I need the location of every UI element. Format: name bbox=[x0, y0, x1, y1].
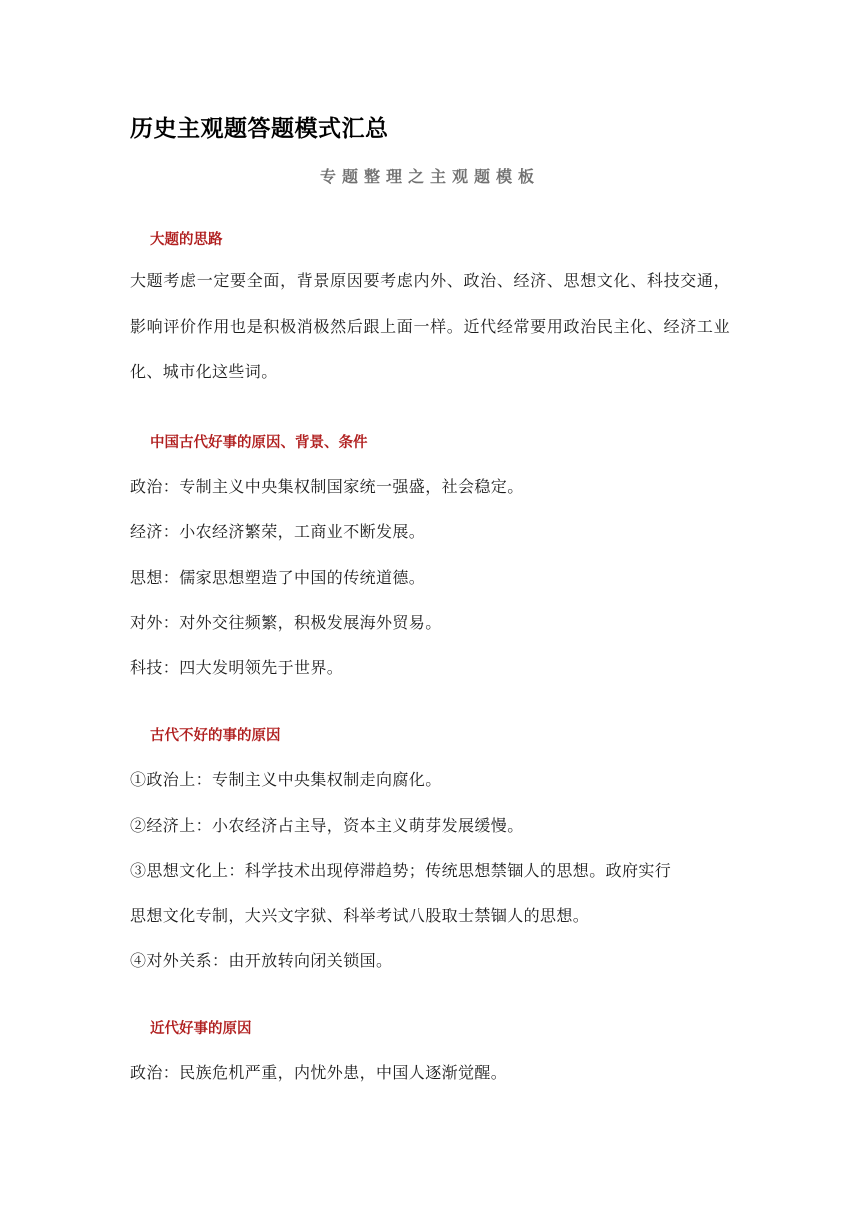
list-item: 政治：民族危机严重，内忧外患，中国人逐渐觉醒。 bbox=[130, 1063, 508, 1082]
list-item: 科技：四大发明领先于世界。 bbox=[130, 658, 344, 677]
list-item: 思想：儒家思想塑造了中国的传统道德。 bbox=[130, 568, 426, 587]
section-heading-approach: 大题的思路 bbox=[150, 232, 223, 248]
section-heading-ancient-bad: 古代不好的事的原因 bbox=[150, 728, 281, 744]
list-item: ②经济上：小农经济占主导，资本主义萌芽发展缓慢。 bbox=[130, 816, 524, 835]
list-item: 对外：对外交往频繁，积极发展海外贸易。 bbox=[130, 613, 442, 632]
section-heading-ancient-good: 中国古代好事的原因、背景、条件 bbox=[150, 435, 368, 451]
list-item: ①政治上：专制主义中央集权制走向腐化。 bbox=[130, 770, 442, 789]
page-subtitle: 专题整理之主观题模板 bbox=[319, 167, 540, 186]
section-heading-modern-good: 近代好事的原因 bbox=[150, 1021, 252, 1037]
list-item: 思想文化专制，大兴文字狱、科举考试八股取士禁锢人的思想。 bbox=[130, 906, 590, 925]
section-paragraph-approach: 大题考虑一定要全面，背景原因要考虑内外、政治、经济、思想文化、科技交通，影响评价作用也是积极消极然后跟上面一样。近代经常要用政治民主化、经济工业化、城市化这些词。 bbox=[130, 271, 730, 381]
list-item: 政治：专制主义中央集权制国家统一强盛，社会稳定。 bbox=[130, 477, 524, 496]
list-item: 经济：小农经济繁荣，工商业不断发展。 bbox=[130, 522, 426, 541]
page-title: 历史主观题答题模式汇总 bbox=[130, 116, 389, 142]
list-item: ③思想文化上：科学技术出现停滞趋势；传统思想禁锢人的思想。政府实行 bbox=[130, 861, 672, 880]
list-item: ④对外关系：由开放转向闭关锁国。 bbox=[130, 951, 393, 970]
